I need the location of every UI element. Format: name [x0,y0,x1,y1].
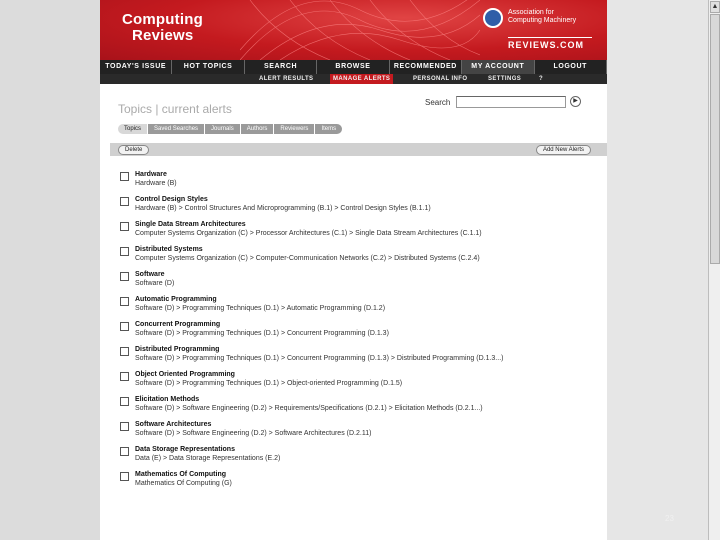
topic-checkbox[interactable] [120,422,129,431]
decorative-mesh-icon [240,0,480,60]
topic-path: Software (D) > Programming Techniques (D.1) > Concurrent Programming (D.1.3) [135,330,389,337]
topic-path: Software (D) > Programming Techniques (D.1) > Concurrent Programming (D.1.3) > Distributed Programming (D.1.3...) [135,355,504,362]
topic-path: Software (D) > Software Engineering (D.2) > Software Architectures (D.2.11) [135,430,372,437]
topic-name[interactable]: Control Design Styles [135,196,208,203]
nav-my-account[interactable]: MY ACCOUNT [462,60,534,74]
acm-emblem-icon [483,8,503,28]
acm-name-line-1: Association for [508,9,554,16]
topic-name[interactable]: Distributed Programming [135,346,220,353]
topic-name[interactable]: Software Architectures [135,421,212,428]
topic-name[interactable]: Single Data Stream Architectures [135,221,246,228]
topic-checkbox[interactable] [120,397,129,406]
topic-checkbox[interactable] [120,372,129,381]
topic-checkbox[interactable] [120,322,129,331]
nav-search[interactable]: SEARCH [245,60,317,74]
left-backdrop [0,0,100,540]
topic-name[interactable]: Data Storage Representations [135,446,235,453]
topic-checkbox[interactable] [120,172,129,181]
search-label: Search [425,98,451,107]
topic-name[interactable]: Object Oriented Programming [135,371,235,378]
nav-todays-issue[interactable]: TODAY'S ISSUE [100,60,172,74]
topic-path: Software (D) [135,280,175,287]
topic-item [120,370,600,388]
topic-item [120,195,600,213]
topic-checkbox[interactable] [120,297,129,306]
topic-name[interactable]: Mathematics Of Computing [135,471,227,478]
nav-recommended[interactable]: RECOMMENDED [390,60,462,74]
topic-checkbox[interactable] [120,347,129,356]
topic-path: Software (D) > Programming Techniques (D.1) > Object-oriented Programming (D.1.5) [135,380,403,387]
scroll-up-arrow-icon[interactable]: ▲ [710,1,720,13]
logo-line-2: Reviews [132,27,194,44]
action-bar [110,143,607,156]
topic-item [120,170,600,188]
topic-name[interactable]: Automatic Programming [135,296,217,303]
alert-tabs [118,124,343,134]
subnav-help[interactable]: ? [539,76,544,82]
topic-item [120,245,600,263]
topic-name[interactable]: Software [135,271,165,278]
topic-checkbox[interactable] [120,447,129,456]
tab-topics[interactable]: Topics [118,124,147,134]
right-backdrop [607,0,708,540]
page-content [100,0,607,540]
scrollbar-thumb[interactable] [710,14,720,264]
logo-line-1: Computing [122,11,203,28]
tab-reviewers[interactable]: Reviewers [274,124,314,134]
tab-saved-searches[interactable]: Saved Searches [148,124,204,134]
add-new-alerts-button[interactable]: Add New Alerts [536,145,591,155]
subnav-manage-alerts[interactable]: MANAGE ALERTS [330,74,393,84]
main-nav [100,60,607,74]
vertical-scrollbar[interactable] [708,0,720,540]
topic-item [120,270,600,288]
page-title: Topics | current alerts [118,102,232,116]
subnav-alert-results[interactable]: ALERT RESULTS [259,76,314,82]
account-subnav [100,74,607,84]
topic-item [120,295,600,313]
nav-hot-topics[interactable]: HOT TOPICS [172,60,244,74]
tab-journals[interactable]: Journals [205,124,240,134]
topic-path: Computer Systems Organization (C) > Processor Architectures (C.1) > Single Data Stream Architectures (C.1.1) [135,230,482,237]
topic-item [120,445,600,463]
topic-item [120,345,600,363]
topic-item [120,470,600,488]
topic-checkbox[interactable] [120,222,129,231]
topic-path: Mathematics Of Computing (G) [135,480,232,487]
subnav-settings[interactable]: SETTINGS [488,76,522,82]
site-banner [100,0,607,60]
slide-number: 23 [665,514,674,523]
topic-name[interactable]: Concurrent Programming [135,321,221,328]
topic-item [120,395,600,413]
topic-path: Data (E) > Data Storage Representations (E.2) [135,455,281,462]
reviews-com-link[interactable]: REVIEWS.COM [508,37,592,50]
topic-item [120,320,600,338]
computing-reviews-logo[interactable] [122,12,203,44]
topic-path: Hardware (B) > Control Structures And Microprogramming (B.1) > Control Design Styles (B.1.1) [135,205,431,212]
topic-item [120,420,600,438]
topic-checkbox[interactable] [120,247,129,256]
acm-name [508,9,576,25]
nav-browse[interactable]: BROWSE [317,60,389,74]
topic-item [120,220,600,238]
search-input[interactable] [456,96,566,108]
topic-list [120,170,600,495]
topic-name[interactable]: Elicitation Methods [135,396,200,403]
topic-path: Software (D) > Programming Techniques (D.1) > Automatic Programming (D.1.2) [135,305,386,312]
topic-name[interactable]: Hardware [135,171,167,178]
tab-items[interactable]: Items [315,124,342,134]
topic-path: Software (D) > Software Engineering (D.2) > Requirements/Specifications (D.2.1) > Elicitation Methods (D.2.1...) [135,405,483,412]
topic-checkbox[interactable] [120,272,129,281]
tab-authors[interactable]: Authors [241,124,274,134]
topic-checkbox[interactable] [120,197,129,206]
delete-button[interactable]: Delete [118,145,149,155]
subnav-personal-info[interactable]: PERSONAL INFO [413,76,468,82]
search-go-icon[interactable]: ▶ [570,96,581,107]
nav-logout[interactable]: LOGOUT [535,60,607,74]
topic-path: Hardware (B) [135,180,177,187]
topic-checkbox[interactable] [120,472,129,481]
acm-name-line-2: Computing Machinery [508,17,577,24]
topic-path: Computer Systems Organization (C) > Computer-Communication Networks (C.2) > Distributed Systems (C.2.4) [135,255,480,262]
topic-name[interactable]: Distributed Systems [135,246,203,253]
